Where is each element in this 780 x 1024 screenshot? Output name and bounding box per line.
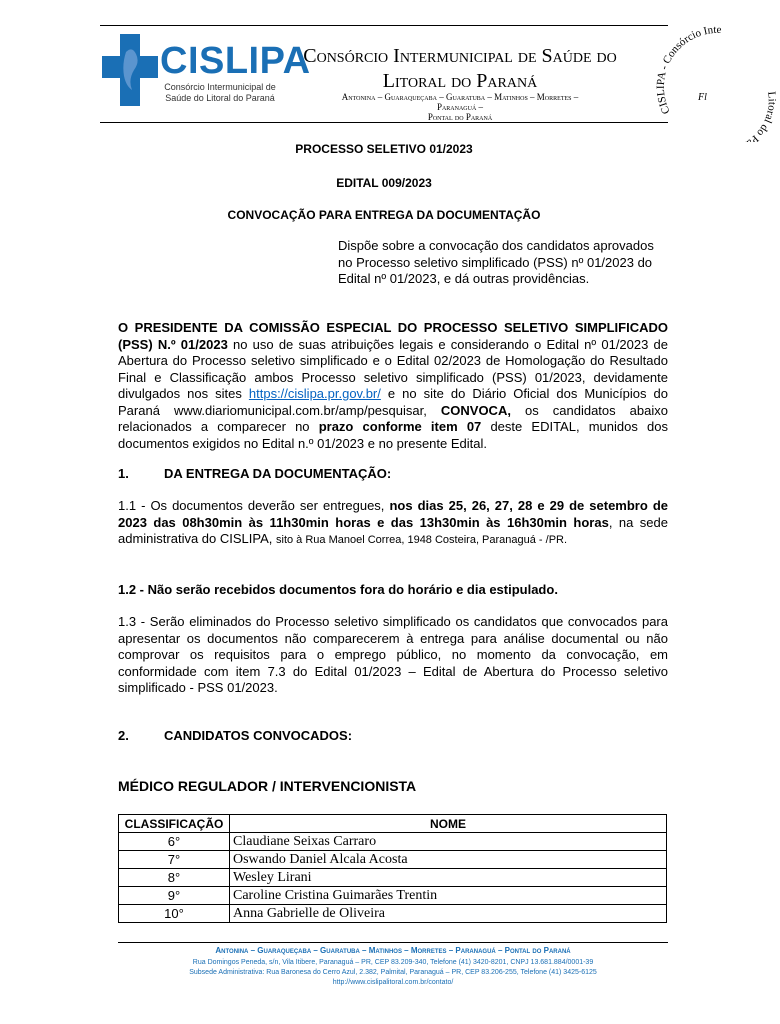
footer-rule xyxy=(118,942,668,943)
item-1-3: 1.3 - Serão eliminados do Processo seletivo simplificado os candidatos que convocados para apresentar os documentos não comparecerem à entrega para análise documental ou não comprovar os requisitos para o emprego público, no momento da convocação, em conformidade com item 7.3 do Edital 01/2023 – Edital de Abertura do Processo seletivo simplificado - PSS 01/2023. xyxy=(118,614,668,695)
row-name: Oswando Daniel Alcala Acosta xyxy=(230,851,667,869)
item-1-1-mid: , na sede administrativa do CISLIPA, xyxy=(118,514,668,546)
cislipa-logo xyxy=(100,30,160,110)
header-top-rule xyxy=(100,25,668,26)
header-classificacao: CLASSIFICAÇÃO xyxy=(119,815,230,833)
org-cities-line1: Antonina – Guaraqueçaba – Guaratuba – Matinhos – Morretes – xyxy=(341,92,579,102)
svg-text:CISLIPA - Consórcio Inte xyxy=(655,24,722,116)
row-classification: 9° xyxy=(119,887,230,905)
process-title: PROCESSO SELETIVO 01/2023 xyxy=(295,142,473,156)
row-classification: 6° xyxy=(119,833,230,851)
table-header-row xyxy=(119,815,667,833)
cross-logo-icon xyxy=(100,30,160,110)
footer-address-main: Rua Domingos Peneda, s/n, Vila Itibere, Paranaguá – PR, CEP 83.209-340, Telefone (41) 3420-8201, CNPJ 13.681.884/0001-39 xyxy=(192,959,594,966)
intro-text3: os candidatos abaixo relacionados a comparecer no xyxy=(118,402,668,434)
item-1-2 xyxy=(118,582,668,599)
intro-text2: e no site do Diário Oficial dos Municípios do Paraná www.diariomunicipal.com.br/amp/pesquisar, xyxy=(118,386,669,418)
row-name: Anna Gabrielle de Oliveira xyxy=(230,905,667,923)
item-1-1-address: sito à Rua Manoel Correa, 1948 Costeira, Paranaguá - /PR. xyxy=(276,534,568,546)
org-cities-line3: Pontal do Paraná xyxy=(427,112,493,122)
intro-paragraph xyxy=(118,320,668,452)
edital-title: EDITAL 009/2023 xyxy=(336,176,432,190)
role-heading: MÉDICO REGULADOR / INTERVENCIONISTA xyxy=(118,778,417,794)
intro-bold-start: O PRESIDENTE DA COMISSÃO ESPECIAL DO PROCESSO SELETIVO SIMPLIFICADO (PSS) N.º 01/2023 xyxy=(118,320,668,352)
stamp-bottom-text: Litoral do P xyxy=(748,90,778,142)
intro-convoca: CONVOCA, xyxy=(440,402,511,418)
row-classification: 7° xyxy=(119,851,230,869)
page-stamp xyxy=(640,22,780,142)
org-title-line1: Consórcio Intermunicipal de Saúde do xyxy=(303,45,617,67)
org-cities xyxy=(285,92,635,122)
subject-title: CONVOCAÇÃO PARA ENTREGA DA DOCUMENTAÇÃO xyxy=(227,208,541,222)
table-row xyxy=(119,833,667,851)
cislipa-site-link[interactable]: https://cislipa.pr.gov.br/ xyxy=(248,386,381,401)
logo-wordmark: CISLIPA xyxy=(160,40,311,82)
row-name: Caroline Cristina Guimarães Trentin xyxy=(230,887,667,905)
logo-subtitle: Consórcio Intermunicipal de Saúde do Litoral do Paraná xyxy=(164,82,276,103)
row-classification: 8° xyxy=(119,869,230,887)
header-nome: NOME xyxy=(230,815,667,833)
stamp-seal-icon xyxy=(640,22,780,142)
row-name: Claudiane Seixas Carraro xyxy=(230,833,667,851)
intro-text1: no uso de suas atribuições legais e considerando o Edital nº 01/2023 de Abertura do Processo seletivo simplificado e o Edital 02/2023 de Homologação do Resultado Final e Classificação ambos Processo seletivo simplificado (PSS) 01/2023, devidamente divulgados nos sites xyxy=(118,336,669,401)
stamp-top-text: CISLIPA - Consórcio Inte xyxy=(654,23,722,116)
section1-number: 1. xyxy=(118,466,129,481)
org-title xyxy=(275,44,645,94)
item-1-1-start: 1.1 - Os documentos deverão ser entregues, xyxy=(118,498,390,513)
table-row xyxy=(119,887,667,905)
table-row xyxy=(119,905,667,923)
org-cities-line2: Paranaguá – xyxy=(436,102,484,112)
footer-address-sub: Subsede Administrativa: Rua Baronesa do Cerro Azul, 2.382, Palmital, Paranaguá – PR, CEP 83.206-255, Telefone (41) 3425-6125 xyxy=(189,969,597,976)
item-1-1 xyxy=(118,498,668,549)
header-bottom-rule xyxy=(100,122,668,123)
section2-number: 2. xyxy=(118,728,129,743)
row-classification: 10° xyxy=(119,905,230,923)
table-row xyxy=(119,869,667,887)
table-row xyxy=(119,851,667,869)
candidates-table xyxy=(118,814,667,923)
footer-url[interactable]: http://www.cislipalitoral.com.br/contato/ xyxy=(332,979,454,986)
intro-prazo: prazo conforme item 07 xyxy=(318,419,482,434)
section1-title: DA ENTREGA DA DOCUMENTAÇÃO: xyxy=(164,466,392,481)
org-title-line2: Litoral do Paraná xyxy=(382,70,538,92)
section2-title: CANDIDATOS CONVOCADOS: xyxy=(164,728,353,743)
footer-cities: Antonina – Guaraqueçaba – Guaratuba – Matinhos – Morretes – Paranaguá – Pontal do Paraná xyxy=(215,946,571,955)
stamp-initials: Fl xyxy=(698,92,707,103)
ementa: Dispõe sobre a convocação dos candidatos aprovados no Processo seletivo simplificado (PSS) nº 01/2023 do Edital nº 01/2023, e dá outras providências. xyxy=(338,238,654,286)
row-name: Wesley Lirani xyxy=(230,869,667,887)
item-1-2-bold: 1.2 - Não serão recebidos documentos fora do horário e dia estipulado. xyxy=(118,582,558,597)
svg-text:Litoral do Paraná xyxy=(728,91,778,142)
intro-text4: deste EDITAL, munidos dos documentos exigidos no Edital n.º 01/2023 e no presente Edital. xyxy=(118,419,668,451)
item-1-1-bold: nos dias 25, 26, 27, 28 e 29 de setembro de 2023 das 08h30min às 11h30min horas e das 13h30min às 16h30min horas xyxy=(118,498,669,530)
